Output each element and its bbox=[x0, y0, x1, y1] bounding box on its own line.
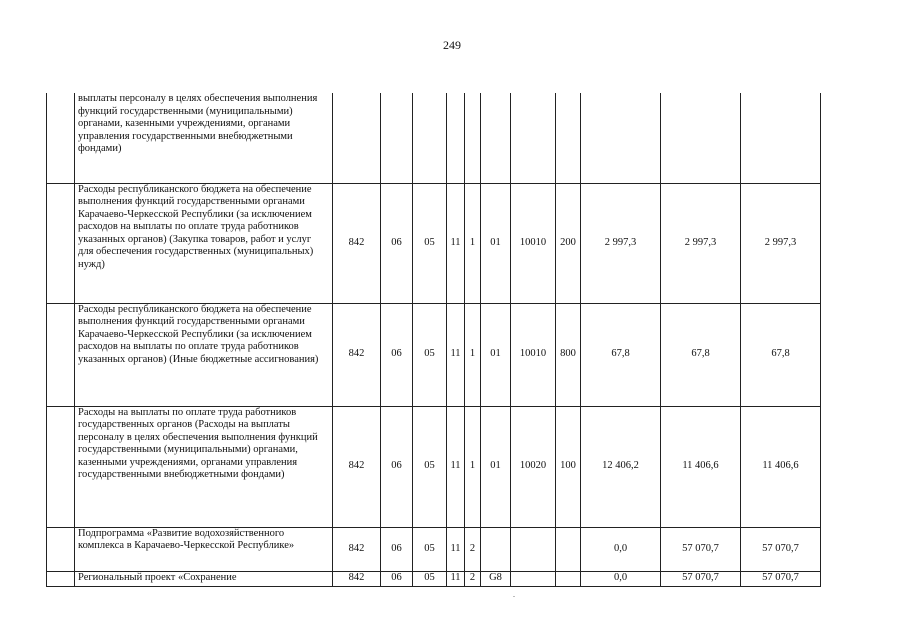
rz-cell: 06 bbox=[381, 571, 413, 586]
gr-cell: 842 bbox=[333, 183, 381, 303]
amount-year2-cell bbox=[661, 93, 741, 183]
amount-year3-cell: 11 406,6 bbox=[741, 406, 821, 527]
cs-program-cell: 11 bbox=[447, 406, 465, 527]
cs-event-cell: 01 bbox=[481, 406, 511, 527]
cs-event-cell bbox=[481, 527, 511, 571]
amount-year1-cell: 67,8 bbox=[581, 303, 661, 406]
amount-year1-cell: 0,0 bbox=[581, 571, 661, 586]
cs-subprogram-cell bbox=[465, 93, 481, 183]
table-row bbox=[47, 303, 821, 406]
amount-year3-cell: 57 070,7 bbox=[741, 527, 821, 571]
cs-direction-cell bbox=[511, 571, 556, 586]
row-number-cell bbox=[47, 571, 75, 586]
cs-program-cell bbox=[447, 93, 465, 183]
cs-event-cell: G8 bbox=[481, 571, 511, 586]
rz-cell: 06 bbox=[381, 183, 413, 303]
cs-subprogram-cell: 1 bbox=[465, 183, 481, 303]
row-number-cell bbox=[47, 527, 75, 571]
cs-program-cell: 11 bbox=[447, 571, 465, 586]
scan-speck bbox=[513, 596, 515, 597]
amount-year1-cell: 12 406,2 bbox=[581, 406, 661, 527]
amount-year3-cell: 57 070,7 bbox=[741, 571, 821, 586]
vr-cell bbox=[556, 93, 581, 183]
rz-cell: 06 bbox=[381, 303, 413, 406]
cs-program-cell: 11 bbox=[447, 183, 465, 303]
table-row bbox=[47, 93, 821, 183]
gr-cell: 842 bbox=[333, 527, 381, 571]
description-cell: Расходы на выплаты по оплате труда работников государственных органов (Расходы на выплаты персоналу в целях обеспечения выполнения функций государственными (муниципальными) органами, казенными учреждениями, органами управления государственными внебюджетными фондами) bbox=[75, 406, 333, 527]
gr-cell bbox=[333, 93, 381, 183]
vr-cell: 200 bbox=[556, 183, 581, 303]
amount-year3-cell: 2 997,3 bbox=[741, 183, 821, 303]
rz-cell: 06 bbox=[381, 406, 413, 527]
description-cell: Подпрограмма «Развитие водохозяйственного комплекса в Карачаево-Черкесской Республике» bbox=[75, 527, 333, 571]
amount-year3-cell: 67,8 bbox=[741, 303, 821, 406]
row-number-cell bbox=[47, 183, 75, 303]
amount-year2-cell: 57 070,7 bbox=[661, 571, 741, 586]
table-row bbox=[47, 571, 821, 586]
description-cell: выплаты персоналу в целях обеспечения выполнения функций государственными (муниципальными) органами, казенными учреждениями, органами управления государственными внебюджетными фондами) bbox=[75, 93, 333, 183]
cs-subprogram-cell: 1 bbox=[465, 303, 481, 406]
gr-cell: 842 bbox=[333, 406, 381, 527]
budget-table bbox=[46, 93, 821, 587]
table-row bbox=[47, 406, 821, 527]
table-row bbox=[47, 527, 821, 571]
amount-year2-cell: 2 997,3 bbox=[661, 183, 741, 303]
pr-cell: 05 bbox=[413, 406, 447, 527]
pr-cell: 05 bbox=[413, 183, 447, 303]
cs-program-cell: 11 bbox=[447, 303, 465, 406]
vr-cell: 100 bbox=[556, 406, 581, 527]
cs-direction-cell bbox=[511, 527, 556, 571]
description-cell: Расходы республиканского бюджета на обеспечение выполнения функций государственными органами Карачаево-Черкесской Республики (за исключением расходов на выплаты по оплате труда работников указанных органов) (Иные бюджетные ассигнования) bbox=[75, 303, 333, 406]
row-number-cell bbox=[47, 303, 75, 406]
cs-subprogram-cell: 1 bbox=[465, 406, 481, 527]
vr-cell bbox=[556, 571, 581, 586]
amount-year1-cell: 2 997,3 bbox=[581, 183, 661, 303]
rz-cell: 06 bbox=[381, 527, 413, 571]
rz-cell bbox=[381, 93, 413, 183]
cs-direction-cell bbox=[511, 93, 556, 183]
cs-event-cell: 01 bbox=[481, 183, 511, 303]
table-row bbox=[47, 183, 821, 303]
gr-cell: 842 bbox=[333, 571, 381, 586]
cs-subprogram-cell: 2 bbox=[465, 527, 481, 571]
description-cell: Региональный проект «Сохранение bbox=[75, 571, 333, 586]
cs-direction-cell: 10010 bbox=[511, 303, 556, 406]
cs-event-cell bbox=[481, 93, 511, 183]
row-number-cell bbox=[47, 93, 75, 183]
cs-program-cell: 11 bbox=[447, 527, 465, 571]
amount-year1-cell: 0,0 bbox=[581, 527, 661, 571]
row-number-cell bbox=[47, 406, 75, 527]
cs-event-cell: 01 bbox=[481, 303, 511, 406]
cs-direction-cell: 10010 bbox=[511, 183, 556, 303]
gr-cell: 842 bbox=[333, 303, 381, 406]
pr-cell bbox=[413, 93, 447, 183]
cs-direction-cell: 10020 bbox=[511, 406, 556, 527]
amount-year1-cell bbox=[581, 93, 661, 183]
page-number: 249 bbox=[443, 38, 461, 52]
amount-year2-cell: 57 070,7 bbox=[661, 527, 741, 571]
vr-cell bbox=[556, 527, 581, 571]
amount-year2-cell: 67,8 bbox=[661, 303, 741, 406]
pr-cell: 05 bbox=[413, 303, 447, 406]
amount-year2-cell: 11 406,6 bbox=[661, 406, 741, 527]
cs-subprogram-cell: 2 bbox=[465, 571, 481, 586]
pr-cell: 05 bbox=[413, 527, 447, 571]
description-cell: Расходы республиканского бюджета на обеспечение выполнения функций государственными органами Карачаево-Черкесской Республики (за исключением расходов на выплаты по оплате труда работников указанных органов) (Закупка товаров, работ и услуг для обеспечения государственных (муниципальных) нужд) bbox=[75, 183, 333, 303]
amount-year3-cell bbox=[741, 93, 821, 183]
pr-cell: 05 bbox=[413, 571, 447, 586]
vr-cell: 800 bbox=[556, 303, 581, 406]
